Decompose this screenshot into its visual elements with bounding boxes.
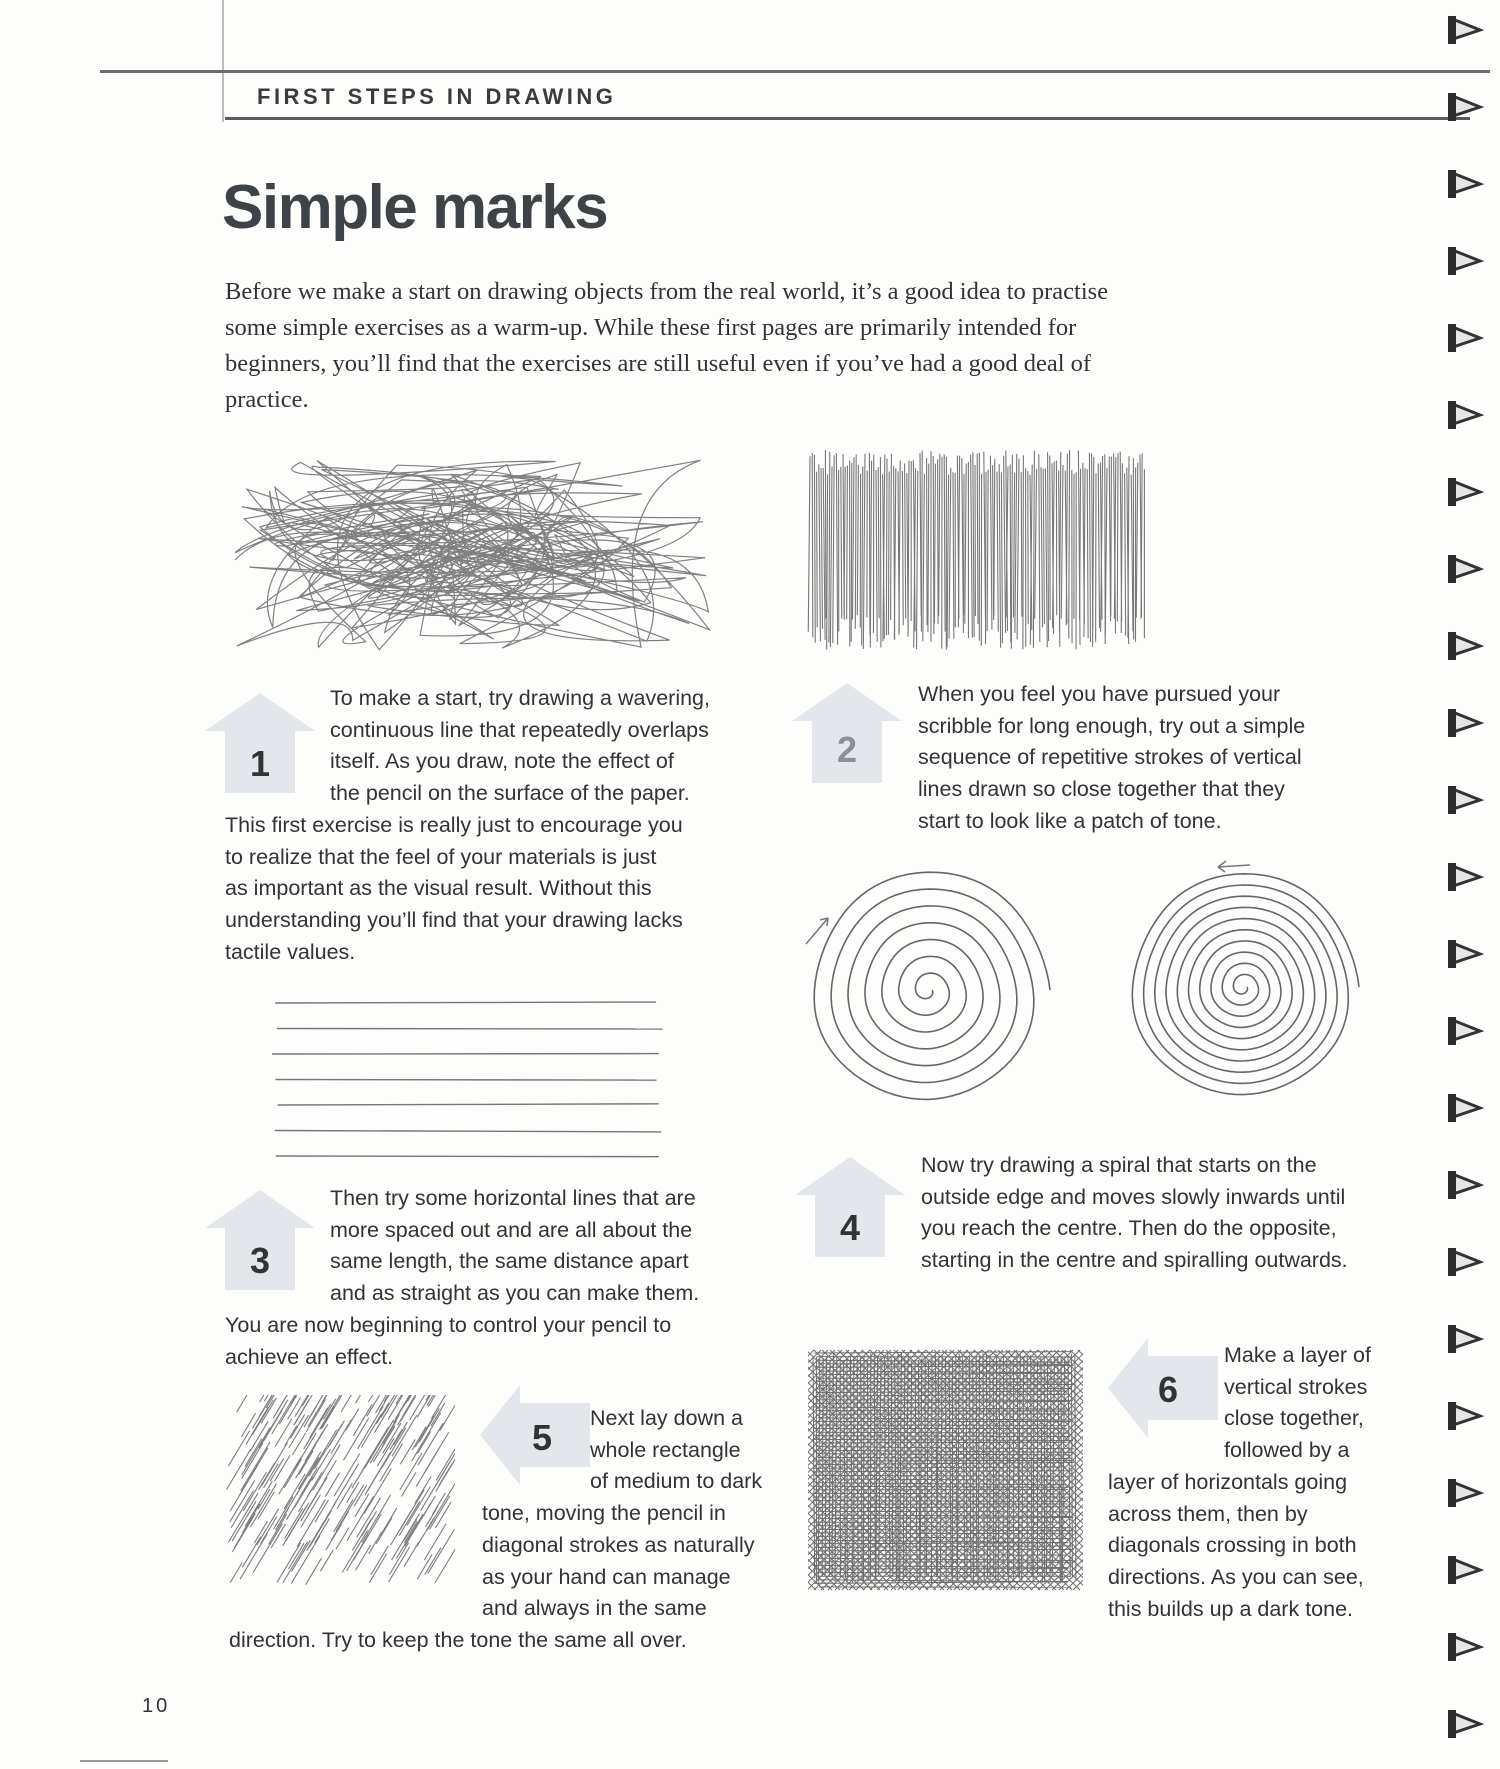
step-3-line: achieve an effect. — [225, 1344, 394, 1369]
step-1-line: To make a start, try drawing a wavering, — [330, 686, 710, 710]
step-6-line: this builds up a dark tone. — [1108, 1596, 1354, 1621]
step-2-number: 2 — [836, 729, 858, 770]
horizontal-lines-illustration — [270, 998, 670, 1168]
header-rule-top — [100, 70, 1490, 73]
step-2-line: start to look like a patch of tone. — [918, 808, 1222, 833]
step-1-line: understanding you’ll find that your drawing lacks — [225, 907, 683, 932]
step-2-text — [918, 679, 1418, 838]
step-1-line: continuous line that repeatedly overlaps — [330, 717, 709, 742]
footer-rule — [80, 1760, 168, 1762]
step-1-text — [225, 683, 785, 968]
step-5-line: as your hand can manage — [482, 1564, 731, 1589]
step-1-line: itself. As you draw, note the effect of — [330, 749, 674, 774]
arrow-up-right-icon — [800, 910, 840, 950]
step-4-number: 4 — [839, 1207, 861, 1248]
step-1-number: 1 — [249, 743, 271, 784]
step-3-line: and as straight as you can make them. — [330, 1281, 700, 1306]
step-6-line: close together, — [1224, 1406, 1364, 1431]
step-1-line: tactile values. — [225, 939, 356, 964]
spiral-inward-illustration — [800, 860, 1060, 1120]
vertical-strokes-illustration — [805, 440, 1155, 660]
step-5-line: and always in the same — [482, 1596, 707, 1621]
step-3-line: You are now beginning to control your pencil to — [225, 1312, 672, 1337]
arrow-left-icon — [1210, 855, 1260, 875]
step-6-number: 6 — [1157, 1369, 1179, 1410]
step-5-line: tone, moving the pencil in — [482, 1501, 726, 1526]
step-1-line: as important as the visual result. Without this — [225, 876, 652, 901]
step-6-line: directions. As you can see, — [1108, 1564, 1364, 1589]
step-5-line: Next lay down a — [590, 1406, 743, 1430]
step-3-line: same length, the same distance apart — [330, 1249, 689, 1274]
step-6-text — [1108, 1340, 1448, 1625]
step-2-line: lines drawn so close together that they — [918, 777, 1285, 802]
crosshatch-illustration — [808, 1345, 1083, 1595]
step-2-line: When you feel you have pursued your — [918, 682, 1281, 706]
step-4-line: outside edge and moves slowly inwards until — [921, 1184, 1346, 1209]
step-6-line: vertical strokes — [1224, 1374, 1368, 1399]
page-number: 10 — [142, 1695, 171, 1717]
step-2-arrow-icon — [792, 683, 902, 783]
spiral-outward-illustration — [1115, 855, 1375, 1115]
step-6-line: Make a layer of — [1224, 1343, 1371, 1367]
step-1-line: the pencil on the surface of the paper. — [330, 781, 690, 806]
step-3-line: Then try some horizontal lines that are — [330, 1186, 696, 1210]
header-divider — [222, 0, 224, 122]
header-rule-bottom — [225, 117, 1470, 120]
step-5-text — [229, 1403, 829, 1657]
step-4-line: starting in the centre and spiralling outwards. — [921, 1248, 1348, 1273]
step-3-line: more spaced out and are all about the — [330, 1217, 693, 1242]
step-4-text — [921, 1150, 1441, 1277]
step-2-line: scribble for long enough, try out a simple — [918, 713, 1306, 738]
step-5-line: direction. Try to keep the tone the same all over. — [229, 1627, 687, 1652]
step-3-number: 3 — [249, 1240, 271, 1281]
step-2-line: sequence of repetitive strokes of vertical — [918, 745, 1302, 770]
spiral-binding — [1440, 0, 1500, 1769]
step-1-line: to realize that the feel of your materials is just — [225, 844, 657, 869]
step-4-arrow-icon — [795, 1157, 905, 1257]
page-title: Simple marks — [222, 173, 608, 242]
step-6-line: diagonals crossing in both — [1108, 1533, 1357, 1558]
step-5-line: diagonal strokes as naturally — [482, 1532, 755, 1557]
section-title: FIRST STEPS IN DRAWING — [257, 84, 617, 109]
step-1-line: This first exercise is really just to encourage you — [225, 812, 683, 837]
intro-paragraph: Before we make a start on drawing objects from the real world, it’s a good idea to practise some simple exercises as a warm-up. While these first pages are primarily intended for beginners, you’ll find that the exercises are still useful even if you’ve had a good deal of practice. — [225, 278, 1109, 413]
step-4-line: you reach the centre. Then do the opposite, — [921, 1216, 1337, 1241]
step-6-line: layer of horizontals going — [1108, 1469, 1348, 1494]
scribble-illustration — [225, 440, 745, 670]
step-6-line: across them, then by — [1108, 1501, 1308, 1526]
step-6-line: followed by a — [1224, 1438, 1350, 1463]
step-5-number: 5 — [531, 1417, 553, 1458]
step-3-text — [225, 1183, 785, 1373]
step-5-line: of medium to dark — [590, 1469, 763, 1494]
step-5-line: whole rectangle — [590, 1437, 741, 1462]
step-4-line: Now try drawing a spiral that starts on the — [921, 1153, 1317, 1177]
